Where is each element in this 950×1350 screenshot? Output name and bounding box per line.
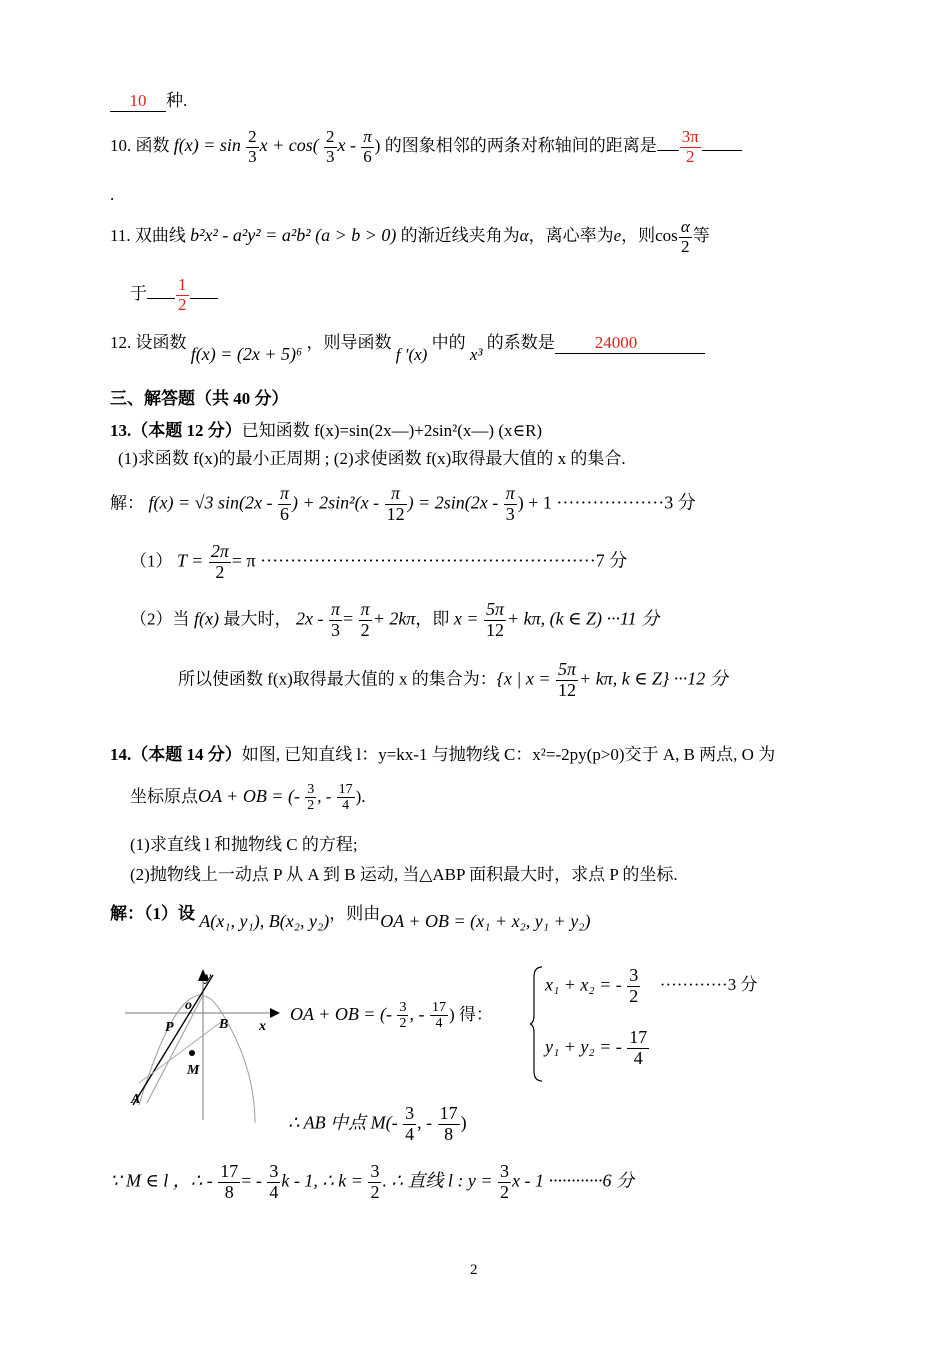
q13-sol1-c: ) = 2sin(2x - xyxy=(407,492,499,513)
q14-last-frac3: $\frac{3}{2}$ xyxy=(370,1161,380,1202)
figure-point-m xyxy=(189,1050,195,1056)
q14-stem-2 xyxy=(130,782,366,814)
q14-sol-b: ，则由 xyxy=(329,904,381,923)
q10-prefix: 10. 函数 xyxy=(110,136,170,156)
q13-parts: (1)求函数 f(x)的最小正周期 ; (2)求使函数 f(x)取得最大值的 x 的集合. xyxy=(118,449,626,468)
q13-sol1-frac2: $\frac{\pi}{12}$ xyxy=(386,483,405,524)
q14-last-c: k - 1, ∴ k = xyxy=(281,1170,363,1191)
figure-label-p: P xyxy=(165,1020,174,1035)
q14-title: 14.（本题 14 分） xyxy=(110,745,242,764)
q13-stem: 已知函数 f(x)=sin(2x—)+2sin²(x—) (x∈R) xyxy=(241,421,543,440)
q14-stem2-frac1: $\frac{3}{2}$ xyxy=(307,782,315,814)
q11-cos-frac: $\frac{\alpha}{2}$ xyxy=(680,217,690,256)
question-11 xyxy=(110,218,710,256)
q13-p2-b: 最大时， xyxy=(223,609,292,629)
q14-sys1-a: x₁ + x₂ = - xyxy=(545,974,622,995)
q14-eq-b: , - xyxy=(409,1004,425,1025)
q12-text3: 的系数是 xyxy=(486,333,555,352)
q14-last-b: = - xyxy=(241,1170,262,1191)
q13-concl-a: 所以使函数 f(x)取得最大值的 x 的集合为： xyxy=(178,669,497,689)
q12-prefix: 12. 设函数 xyxy=(110,333,187,352)
q14-mid-frac2: $\frac{17}{8}$ xyxy=(439,1103,458,1144)
q14-stem2-a: 坐标原点 xyxy=(130,786,198,806)
q13-p2-e: + 2kπ xyxy=(372,608,416,629)
q12-text2: 中的 xyxy=(431,333,466,352)
q14-midpoint xyxy=(288,1104,467,1145)
q13-sol1-frac3: $\frac{\pi}{3}$ xyxy=(505,483,515,524)
q14-sys2-frac: $\frac{17}{4}$ xyxy=(629,1027,648,1068)
q14-part2: (2)抛物线上一动点 P 从 A 到 B 运动, 当△ABP 面积最大时，求点 P 的坐标. xyxy=(130,865,678,884)
q13-p1-a: T = xyxy=(177,550,204,571)
q10-dot: . xyxy=(110,185,115,204)
figure-line-l xyxy=(133,975,213,1105)
q12-formula: f(x) = (2x + 5)⁶ xyxy=(190,344,303,364)
q10-suffix: ) 的图象相邻的两条对称轴间的距离是 xyxy=(374,136,657,156)
q13-concl-c: + kπ, k ∈ Z} ···12 分 xyxy=(579,668,728,689)
q14-eq-frac2: $\frac{17}{4}$ xyxy=(431,1000,446,1032)
q14-mid-frac1: $\frac{3}{4}$ xyxy=(405,1103,415,1144)
q13-p2-h: + kπ, (k ∈ Z) ···11 分 xyxy=(507,608,660,629)
question-13 xyxy=(110,422,542,441)
q12-derivative: f ′(x) xyxy=(395,345,428,364)
q14-last-a: ∵ M ∈ l ，∴ - xyxy=(110,1170,213,1191)
q9-line xyxy=(110,92,187,112)
q14-stem2-b: OA + OB = (- xyxy=(198,785,300,806)
question-14 xyxy=(110,746,775,765)
q11-answer: $\frac{1}{2}$ xyxy=(178,275,187,314)
q14-last-frac2: $\frac{3}{4}$ xyxy=(269,1161,279,1202)
q14-figure xyxy=(125,965,285,1125)
q14-slope-line xyxy=(110,1162,634,1203)
q11-answer-line xyxy=(130,276,218,314)
q13-p2-c: 2x - xyxy=(295,608,324,629)
question-10 xyxy=(110,128,742,166)
section-3-heading: 三、解答题（共 40 分） xyxy=(110,389,289,408)
q14-sys1-frac: $\frac{3}{2}$ xyxy=(629,965,639,1006)
q13-p2-d: = xyxy=(343,608,354,629)
q13-concl-frac: $\frac{5\pi}{12}$ xyxy=(558,659,577,700)
q14-sol-label: 解：（1）设 xyxy=(110,904,195,923)
q10-frac-2: $\frac{2}{3}$ xyxy=(326,127,335,166)
figure-label-x: x xyxy=(259,1019,266,1034)
q14-stem: 如图, 已知直线 l：y=kx-1 与抛物线 C：x²=-2py(p>0)交于 A, B 两点, O 为 xyxy=(241,745,776,764)
q9-unit: 种. xyxy=(166,91,188,110)
q10-mid2: x - xyxy=(337,135,356,156)
figure-x-arrow xyxy=(270,1008,280,1018)
q13-sol1-frac1: $\frac{\pi}{6}$ xyxy=(280,483,290,524)
q13-p2-frac1: $\frac{\pi}{3}$ xyxy=(330,599,340,640)
q14-eq-c: ) 得： xyxy=(448,1005,493,1025)
q13-concl-b: {x | x = xyxy=(496,668,551,689)
figure-label-m: M xyxy=(187,1063,200,1078)
q14-stem2-c: , - xyxy=(317,786,332,806)
q14-system-brace xyxy=(530,965,544,1083)
q13-p2-label: （2）当 xyxy=(130,609,190,629)
figure-label-b: B xyxy=(219,1017,229,1032)
q14-mid-a: ∴ AB 中点 M(- xyxy=(288,1112,398,1133)
q13-p2-a: f(x) xyxy=(194,608,219,629)
q13-solution-1 xyxy=(110,484,696,525)
q14-last-e: x - 1 ············6 分 xyxy=(512,1170,635,1191)
q13-part2-solution xyxy=(130,600,659,641)
q14-vector-eq xyxy=(290,1000,493,1032)
q11-text1: 的渐近线夹角为 xyxy=(400,226,520,246)
q11-alpha: α xyxy=(519,226,529,246)
q11-prefix: 11. 双曲线 xyxy=(110,226,186,246)
q13-part1-solution xyxy=(130,542,627,583)
q12-answer: 24000 xyxy=(555,334,705,354)
figure-label-a: A xyxy=(131,1092,141,1107)
q10-mid: x + cos( xyxy=(259,135,319,156)
figure-label-o: o xyxy=(185,998,192,1013)
q13-p2-frac3: $\frac{5\pi}{12}$ xyxy=(485,599,505,640)
q13-sol-label: 解： xyxy=(110,493,144,513)
q10-frac-3: $\frac{\pi}{6}$ xyxy=(363,127,372,166)
q13-p1-b: = π ························································7 分 xyxy=(231,550,628,571)
q13-p2-frac2: $\frac{\pi}{2}$ xyxy=(360,599,370,640)
q14-last-frac1: $\frac{17}{8}$ xyxy=(220,1161,239,1202)
q14-part1: (1)求直线 l 和抛物线 C 的方程; xyxy=(130,835,358,854)
q11-e: e xyxy=(613,226,622,246)
q14-stem2-frac2: $\frac{17}{4}$ xyxy=(338,782,353,814)
figure-tangent xyxy=(139,1019,225,1083)
q11-text4: 等 xyxy=(692,226,710,246)
figure-parabola xyxy=(139,995,255,1123)
q13-sol1-b: ) + 2sin²(x - xyxy=(292,492,380,513)
q14-system-eq2 xyxy=(545,1028,650,1069)
q11-formula: b²x² - a²y² = a²b² (a > b > 0) xyxy=(190,225,397,246)
q13-p1-frac: $\frac{2\pi}{2}$ xyxy=(210,541,229,582)
figure-chord xyxy=(147,995,203,1103)
q10-frac-1: $\frac{2}{3}$ xyxy=(248,127,257,166)
q14-sys2-a: y₁ + y₂ = - xyxy=(545,1036,622,1057)
q9-answer: 10 xyxy=(110,92,166,112)
q12-x3: x³ xyxy=(469,345,483,364)
q14-sys1-score: ············3 分 xyxy=(659,975,758,995)
q14-last-frac4: $\frac{3}{2}$ xyxy=(500,1161,510,1202)
q14-sol-a: A(x₁, y₁), B(x₂, y₂) xyxy=(199,911,330,931)
q14-last-d: . ∴ 直线 l : y = xyxy=(382,1170,493,1191)
page-number: 2 xyxy=(470,1262,478,1278)
q12-text1: ，则导函数 xyxy=(306,333,392,352)
q13-p1-label: （1） xyxy=(130,551,173,571)
q13-p2-g: x = xyxy=(453,608,479,629)
q10-formula: f(x) = sin xyxy=(173,135,241,156)
q11-text3: ，则 xyxy=(621,226,656,246)
q14-stem2-d: ). xyxy=(355,786,366,806)
q14-sol-c: OA + OB = (x₁ + x₂, y₁ + y₂) xyxy=(380,911,591,931)
q11-text2: ，离心率为 xyxy=(528,226,614,246)
q11-cos: cos xyxy=(655,226,678,246)
q13-sol1-a: f(x) = √3 sin(2x - xyxy=(148,492,273,513)
q14-mid-c: ) xyxy=(460,1112,467,1133)
q13-title: 13.（本题 12 分） xyxy=(110,421,242,440)
q14-eq-a: OA + OB = (- xyxy=(290,1004,392,1025)
q14-eq-frac1: $\frac{3}{2}$ xyxy=(399,1000,407,1032)
q14-solution-start xyxy=(110,904,591,931)
q13-conclusion xyxy=(178,660,728,701)
q11-text5: 于 xyxy=(130,284,147,304)
q13-sol1-d: ) + 1 ··················3 分 xyxy=(517,492,696,513)
figure-label-y: y xyxy=(205,970,212,985)
q13-p2-f: ，即 xyxy=(415,609,450,629)
q14-system-eq1 xyxy=(545,966,757,1007)
q14-mid-b: , - xyxy=(417,1112,433,1133)
question-12 xyxy=(110,333,705,364)
q10-answer: $\frac{3\pi}{2}$ xyxy=(681,127,699,166)
